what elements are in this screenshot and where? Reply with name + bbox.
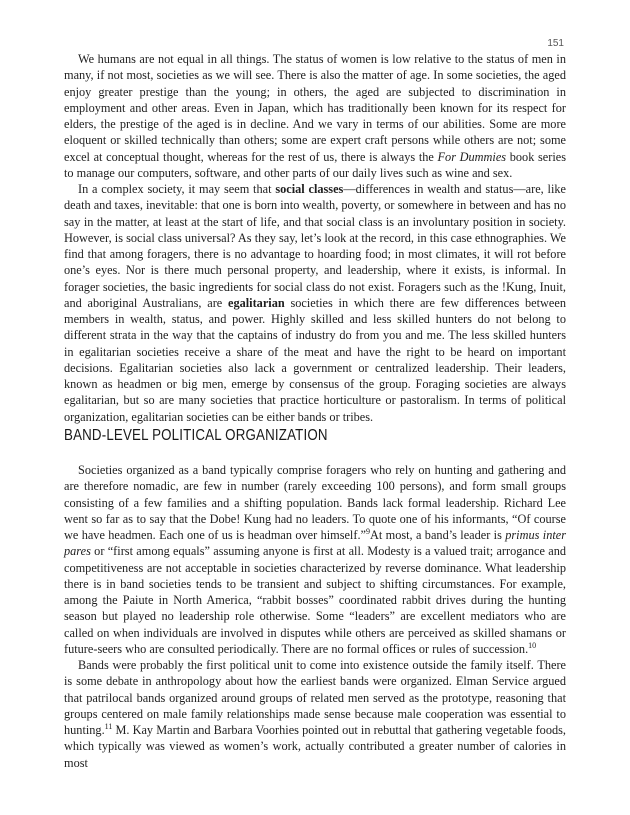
italic-text: For Dummies [437, 149, 507, 164]
text-run: M. Kay Martin and Barbara Voorhies pointed out in rebuttal that gathering vegetable foods, which typically was viewed as women’s work, actually contributed a greater number of calories in most [64, 723, 566, 770]
page-number: 151 [547, 38, 564, 49]
bold-term: egalitarian [228, 295, 285, 310]
text-run: book series to manage our computers, software, and other parts of our daily lives such as wine and sex. [64, 149, 566, 180]
text-run: Bands were probably the first political unit to come into existence outside the family itself. There is some debate in anthropology about how the earliest bands were organized. Elman Service argued that patrilocal bands organized around groups of related men served as the prototype, reasoning that groups centered on male family relationships made sense because male cooperation was essential to hunting. [64, 658, 566, 737]
paragraph [64, 657, 566, 771]
bold-term: social classes [275, 182, 344, 196]
italic-text: primus inter pares [64, 528, 567, 559]
text-run: At most, a band’s leader is [369, 528, 506, 542]
footnote-ref: 9 [365, 526, 370, 536]
text-run: We humans are not equal in all things. The status of women is low relative to the status of men in many, if not most, societies as we will see. There is also the matter of age. In some societies, the aged enjoy greater prestige than the young; in others, the aged are subjected to discrimination in employment and other areas. Even in Japan, which has traditionally been known for its respect for elders, the prestige of the aged is in decline. And we vary in terms of our abilities. Some are more eloquent or skilled technically than others; some are expert craft persons while others are not; some excel at conceptual thought, whereas for the rest of us, there is always the [64, 52, 566, 164]
text-run: —differences in wealth and status—are, like death and taxes, inevitable: that one is born into wealth, poverty, or somewhere in between and has no say in the matter, at least at the start of life, and that social class is an involuntary position in society. However, is social class universal? As they say, let’s look at the record, in this case ethnographies. We find that among foragers, there is no advantage to hoarding food; in most climates, it will rot before one’s eyes. Nor is there much personal property, and leadership, where it exists, is informal. In forager societies, the basic ingredients for social class do not exist. Foragers such as the !Kung, Inuit, and aboriginal Australians, are [64, 182, 566, 310]
footnote-ref: 10 [528, 640, 537, 650]
section-text-block [64, 462, 566, 771]
text-run: or “first among equals” assuming anyone is first at all. Modesty is a valued trait; arrogance and competitiveness are not acceptable in societies characterized by reverse dominance. What leadership there is in band societies tends to be transient and subject to shifting circumstances. For example, among the Paiute in North America, “rabbit bosses” coordinated rabbit drives during the hunting season but played no leadership role otherwise. Some “leaders” are excellent mediators who are called on when individuals are involved in disputes while others are perceived as skilled shamans or future-seers who are consulted periodically. There are no formal offices or rules of succession. [64, 544, 566, 656]
section-heading: BAND-LEVEL POLITICAL ORGANIZATION [64, 427, 328, 444]
footnote-ref: 11 [104, 721, 113, 731]
text-run: In a complex society, it may seem that [78, 182, 276, 196]
intro-text-block [64, 51, 566, 425]
text-run: societies in which there are few differences between members in wealth, status, and power. Highly skilled and less skilled hunters do not belong to different strata in the way that the captains of industry do from you and me. The less skilled hunters in egalitarian societies receive a share of the meat and have the right to be heard on important decisions. Egalitarian societies also lack a government or centralized leadership. Their leaders, known as headmen or big men, emerge by consensus of the group. Foraging societies are always egalitarian, but so are many societies that practice horticulture or pastoralism. In terms of political organization, egalitarian societies can be either bands or tribes. [64, 295, 566, 424]
paragraph [64, 51, 566, 181]
text-run: Societies organized as a band typically comprise foragers who rely on hunting and gathering and are therefore nomadic, are few in number (rarely exceeding 100 persons), and form small groups consisting of a few families and a shifting population. Bands lack formal leadership. Richard Lee went so far as to say that the Dobe! Kung had no leaders. To quote one of his informants, “Of course we have headmen. Each one of us is headman over himself.” [64, 463, 566, 542]
paragraph [64, 181, 566, 425]
paragraph [64, 462, 566, 657]
